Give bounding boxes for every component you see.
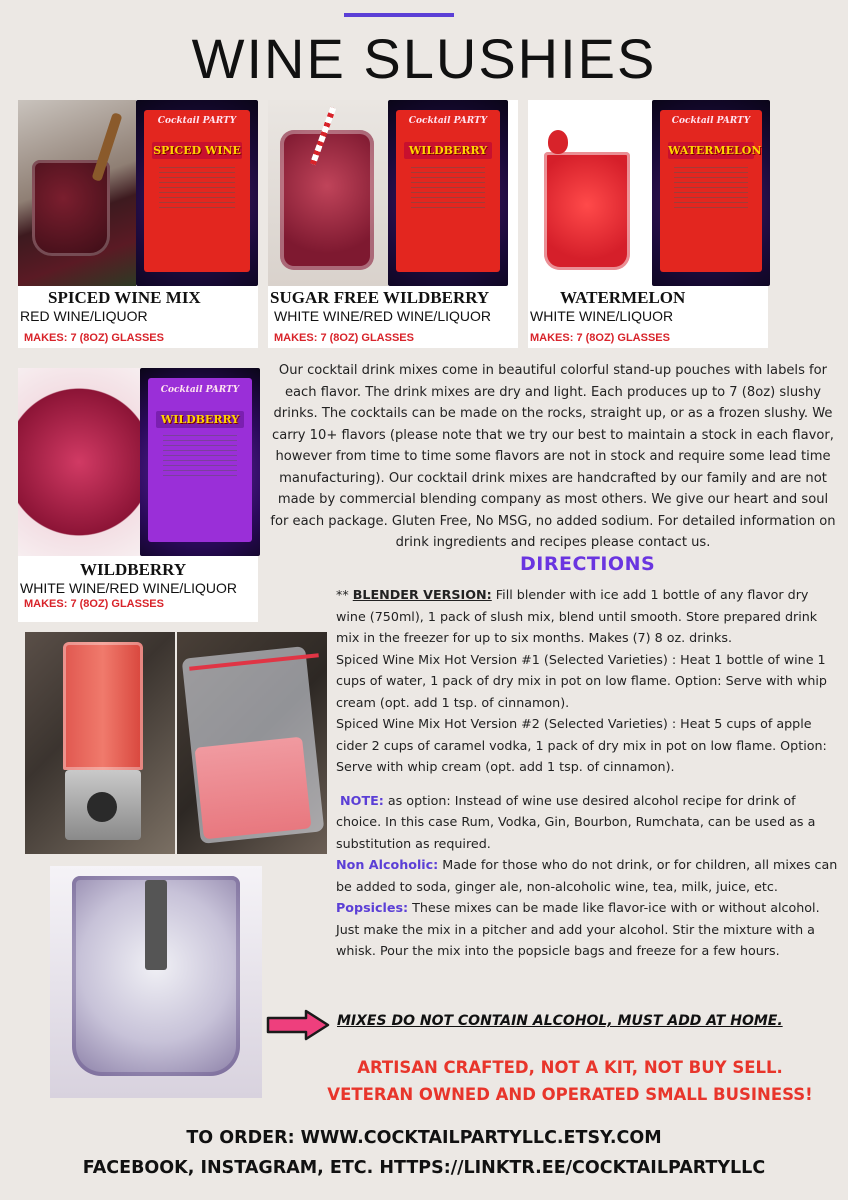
pouch-label-text-lines: [159, 167, 235, 209]
pouch-brand-text: Cocktail PARTY: [671, 116, 751, 127]
mulled-wine-mug-photo: [18, 100, 136, 286]
pouch-flavor-label: WATERMELON: [668, 144, 762, 158]
non-alcoholic-paragraph: [336, 854, 842, 897]
no-alcohol-warning: MIXES DO NOT CONTAIN ALCOHOL, MUST ADD AT HOME.: [337, 1013, 783, 1029]
directions-heading: DIRECTIONS: [520, 553, 656, 575]
slush-bag-photo: [177, 632, 327, 854]
pouch-flavor-label: WILDBERRY: [156, 411, 243, 428]
arrow-right-icon: [266, 1009, 330, 1041]
popsicles-label: Popsicles:: [336, 900, 409, 915]
product-description: Our cocktail drink mixes come in beautiful colorful stand-up pouches with labels for each flavor. The drink mixes are dry and light. Each produces up to 7 (8oz) slushy drinks. The cocktails can be made on the rocks, straight up, or as a frozen slushy. We carry 10+ flavors (please note that we try our best to maintain a stock in each flavor, however from time to time some flavors are not in stock and require some lead time manufacturing). Our cocktail drink mixes are handcrafted by our family and are not made by commercial blending company as most others. We give our heart and soul for each package. Gluten Free, No MSG, no added sodium. For detailed information on drink ingredients and recipes please contact us.: [270, 363, 836, 550]
product-makes: MAKES: 7 (8OZ) GLASSES: [274, 332, 414, 344]
product-name: SUGAR FREE WILDBERRY: [270, 288, 490, 307]
blender-version-paragraph: [336, 584, 842, 649]
spacer: [336, 778, 842, 790]
wildberry-slush-bowl-photo: [18, 368, 140, 556]
product-name: WATERMELON: [560, 288, 686, 307]
product-wine-type: RED WINE/LIQUOR: [20, 308, 148, 324]
food-processor-ice-photo: [50, 866, 262, 1098]
product-wine-type: WHITE WINE/LIQUOR: [530, 308, 674, 324]
watermelon-slush-glass-photo: [528, 100, 650, 286]
order-info: [0, 1123, 848, 1183]
product-card-sugar-free-wildberry: [268, 100, 518, 348]
product-name: SPICED WINE MIX: [48, 288, 201, 307]
product-makes: MAKES: 7 (8OZ) GLASSES: [24, 598, 164, 610]
pouch-flavor-label: SPICED WINE: [153, 144, 241, 158]
pouch-brand-text: Cocktail PARTY: [160, 384, 240, 395]
popsicles-paragraph: [336, 897, 842, 962]
product-wine-type: WHITE WINE/RED WINE/LIQUOR: [274, 308, 491, 324]
product-wine-type: WHITE WINE/RED WINE/LIQUOR: [20, 580, 237, 596]
product-card-spiced-wine: [18, 100, 258, 348]
note-text: as option: Instead of wine use desired alcohol recipe for drink of choice. In this case Rum, Vodka, Gin, Bourbon, Rumchata, can be used as a substitution as required.: [336, 792, 816, 851]
blender-version-text: Fill blender with ice add 1 bottle of any flavor dry wine (750ml), 1 pack of slush mix, blend until smooth. Store prepared drink mix in the freezer for up to six months. Makes (7) 8 oz. drinks.: [336, 587, 818, 645]
pouch-brand-text: Cocktail PARTY: [408, 116, 488, 127]
blender-version-label: BLENDER VERSION:: [352, 587, 492, 602]
artisan-statement: [300, 1054, 840, 1108]
blender-prefix: **: [336, 587, 353, 602]
page-title: WINE SLUSHIES: [191, 27, 657, 90]
hot-version-1: Spiced Wine Mix Hot Version #1 (Selected Varieties) : Heat 1 bottle of wine 1 cups of water, 1 pack of dry mix in pot on low flame. Option: Serve with whip cream (opt. add 1 tsp. of cinnamon).: [336, 651, 827, 710]
popsicles-text: These mixes can be made like flavor-ice with or without alcohol. Just make the mix in a pitcher and add your alcohol. Stir the mixture with a whisk. Pour the mix into the popsicle bags and freeze for a few hours.: [336, 900, 820, 958]
product-makes: MAKES: 7 (8OZ) GLASSES: [530, 332, 670, 344]
wildberry-pouch-image: [140, 368, 260, 556]
pouch-brand-text: Cocktail PARTY: [157, 116, 237, 127]
artisan-line-1: ARTISAN CRAFTED, NOT A KIT, NOT BUY SELL.: [357, 1058, 783, 1077]
pouch-label-text-lines: [674, 167, 747, 209]
non-alcoholic-text: Made for those who do not drink, or for children, all mixes can be added to soda, ginger ale, non-alcoholic wine, tea, milk, juice, etc.: [336, 857, 838, 894]
spiced-wine-pouch-image: [136, 100, 258, 286]
non-alcoholic-label: Non Alcoholic:: [336, 857, 439, 872]
pouch-label-text-lines: [411, 167, 486, 209]
watermelon-pouch-image: [652, 100, 770, 286]
directions-body: [336, 584, 842, 962]
product-makes: MAKES: 7 (8OZ) GLASSES: [24, 332, 164, 344]
note-paragraph: [336, 790, 842, 855]
sugar-free-wildberry-pouch-image: [388, 100, 508, 286]
note-label: NOTE:: [340, 792, 384, 808]
top-accent-bar: [344, 13, 454, 17]
product-card-wildberry: [18, 368, 258, 622]
hot-version-2: Spiced Wine Mix Hot Version #2 (Selected Varieties) : Heat 5 cups of apple cider 2 cups of caramel vodka, 1 pack of dry mix in pot on low flame. Option: Serve with whip cream (opt. add 1 tsp. of cinnamon).: [336, 716, 827, 774]
artisan-line-2: VETERAN OWNED AND OPERATED SMALL BUSINESS!: [327, 1085, 813, 1104]
order-etsy-link[interactable]: TO ORDER: WWW.COCKTAILPARTYLLC.ETSY.COM: [186, 1128, 662, 1148]
wildberry-slush-jar-photo: [268, 100, 388, 286]
product-name: WILDBERRY: [80, 560, 187, 579]
product-card-watermelon: [528, 100, 768, 348]
pouch-flavor-label: WILDBERRY: [404, 142, 491, 159]
pouch-label-text-lines: [163, 435, 238, 478]
order-social-link[interactable]: FACEBOOK, INSTAGRAM, ETC. HTTPS://LINKTR.EE/COCKTAILPARTYLLC: [82, 1158, 766, 1178]
blender-slush-photo: [25, 632, 175, 854]
